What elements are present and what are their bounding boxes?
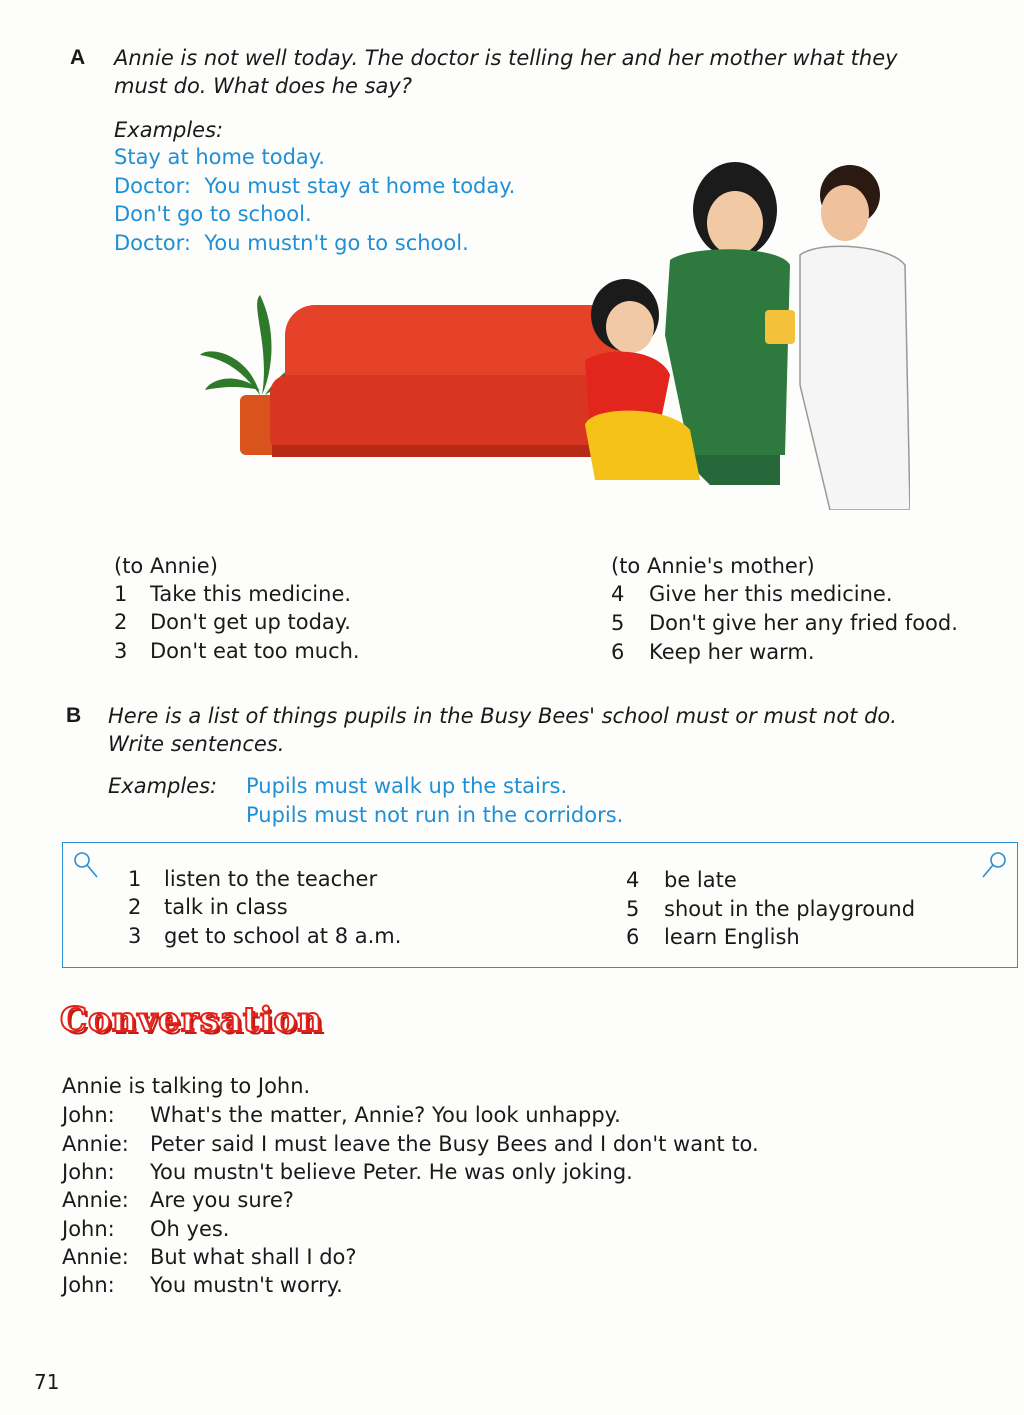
line-text: Oh yes. (150, 1217, 230, 1241)
item-number: 6 (611, 640, 625, 664)
speaker: Annie: (62, 1188, 129, 1212)
speaker: John: (62, 1273, 115, 1297)
item-text: Keep her warm. (649, 640, 815, 664)
item-number: 6 (626, 925, 640, 949)
item-number: 4 (611, 582, 625, 606)
rule-item-2 (128, 893, 288, 921)
line-text: What's the matter, Annie? You look unhappy. (150, 1103, 621, 1127)
conversation-intro: Annie is talking to John. (62, 1074, 311, 1098)
conversation-line-5 (62, 1215, 229, 1243)
item-text: listen to the teacher (164, 867, 378, 891)
item-number: 2 (128, 895, 142, 919)
section-b-examples-label: Examples: (108, 774, 218, 798)
item-number: 5 (626, 897, 640, 921)
conversation-line-4 (62, 1186, 294, 1214)
doctor-visit-illustration (190, 155, 910, 510)
speaker: Annie: (62, 1245, 129, 1269)
conversation-line-6 (62, 1243, 357, 1271)
conversation-line-7 (62, 1271, 343, 1299)
line-text: You mustn't worry. (150, 1273, 343, 1297)
item-number: 1 (114, 582, 128, 606)
to-annie-item-3 (114, 637, 360, 665)
speaker: Annie: (62, 1132, 129, 1156)
line-text: Are you sure? (150, 1188, 294, 1212)
item-text: Take this medicine. (150, 582, 352, 606)
section-a-example-2: Doctor: You must stay at home today. (114, 174, 516, 198)
item-text: Give her this medicine. (649, 582, 893, 606)
rule-item-3 (128, 922, 401, 950)
page-number: 71 (34, 1370, 60, 1394)
doctor-figure (765, 165, 910, 510)
line-text: But what shall I do? (150, 1245, 357, 1269)
section-b-example-2: Pupils must not run in the corridors. (246, 803, 624, 827)
conversation-line-1 (62, 1101, 621, 1129)
item-number: 3 (128, 924, 142, 948)
item-number: 1 (128, 867, 142, 891)
to-mother-item-5 (611, 609, 958, 637)
item-number: 4 (626, 868, 640, 892)
item-text: get to school at 8 a.m. (164, 924, 402, 948)
to-annie-item-2 (114, 608, 351, 636)
item-text: talk in class (164, 895, 288, 919)
magnifier-icon (981, 849, 1009, 881)
section-a-example-3: Don't go to school. (114, 202, 312, 226)
section-b-example-1: Pupils must walk up the stairs. (246, 774, 568, 798)
section-a-example-1: Stay at home today. (114, 145, 325, 169)
item-number: 3 (114, 639, 128, 663)
section-b-instruction-line-2: Write sentences. (108, 732, 285, 756)
to-mother-item-6 (611, 638, 815, 666)
item-text: shout in the playground (664, 897, 916, 921)
conversation-title: Conversation (60, 1000, 323, 1040)
item-text: Don't get up today. (150, 610, 351, 634)
section-a-example-4: Doctor: You mustn't go to school. (114, 231, 469, 255)
speaker: John: (62, 1103, 115, 1127)
line-text: You mustn't believe Peter. He was only joking. (150, 1160, 633, 1184)
section-b-instruction-line-1: Here is a list of things pupils in the Busy Bees' school must or must not do. (108, 704, 897, 728)
item-number: 2 (114, 610, 128, 634)
conversation-line-3 (62, 1158, 633, 1186)
section-a-letter: A (70, 46, 86, 69)
item-text: learn English (664, 925, 800, 949)
item-number: 5 (611, 611, 625, 635)
line-text: Peter said I must leave the Busy Bees and I don't want to. (150, 1132, 759, 1156)
magnifier-icon (71, 849, 99, 881)
conversation-line-2 (62, 1130, 759, 1158)
to-annie-item-1 (114, 580, 351, 608)
speaker: John: (62, 1217, 115, 1241)
to-mother-item-4 (611, 580, 893, 608)
item-text: Don't eat too much. (150, 639, 360, 663)
to-mother-heading: (to Annie's mother) (611, 554, 815, 578)
rule-item-6 (626, 923, 800, 951)
rule-item-1 (128, 865, 377, 893)
medicine-bottle-icon (765, 310, 795, 344)
to-annie-heading: (to Annie) (114, 554, 218, 578)
speaker: John: (62, 1160, 115, 1184)
section-a-examples-label: Examples: (114, 118, 224, 142)
section-a-instruction-line-2: must do. What does he say? (114, 74, 412, 98)
rule-item-4 (626, 866, 737, 894)
section-a-instruction-line-1: Annie is not well today. The doctor is telling her and her mother what they (114, 46, 898, 70)
item-text: Don't give her any fried food. (649, 611, 958, 635)
item-text: be late (664, 868, 737, 892)
rule-item-5 (626, 895, 915, 923)
section-b-letter: B (66, 704, 82, 727)
